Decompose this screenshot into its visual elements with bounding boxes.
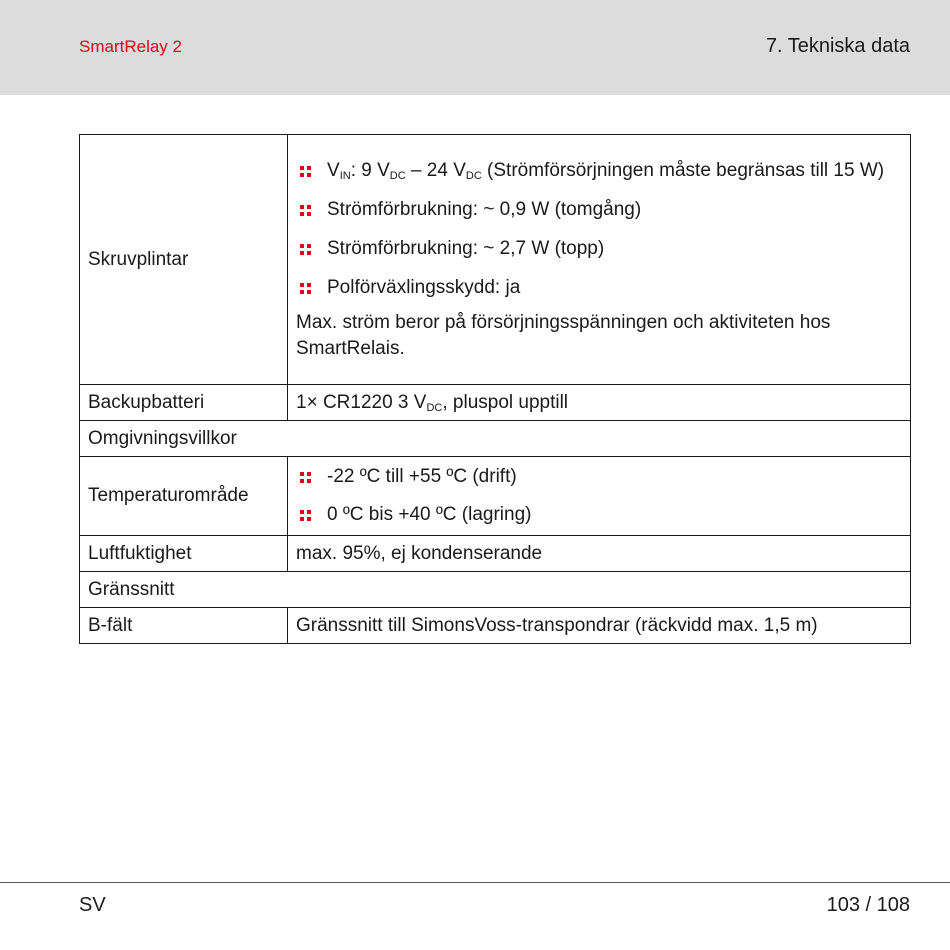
table-row [80, 536, 911, 572]
footer-language: SV [79, 894, 106, 916]
row-value-screw-terminals [288, 135, 911, 385]
row-label-bfield: B-fält [80, 608, 288, 644]
footer-divider [0, 882, 950, 883]
bullet-icon [300, 205, 311, 216]
bullet-icon [300, 166, 311, 177]
bullet-icon [300, 283, 311, 294]
list-item: Polförväxlingsskydd: ja [296, 275, 902, 301]
list-item: -22 ºC till +55 ºC (drift) [296, 464, 902, 490]
table-row [80, 421, 911, 457]
table-row [80, 385, 911, 421]
bullet-list [296, 158, 902, 301]
bullet-icon [300, 472, 311, 483]
bullet-icon [300, 244, 311, 255]
page-number: 103 / 108 [826, 894, 910, 916]
row-label-temperature: Temperaturområde [80, 457, 288, 536]
row-label-battery: Backupbatteri [80, 385, 288, 421]
table-row [80, 608, 911, 644]
brand-name: SmartRelay 2 [79, 37, 182, 56]
list-item: Strömförbrukning: ~ 0,9 W (tomgång) [296, 197, 902, 223]
section-ambient-conditions: Omgivningsvillkor [80, 421, 911, 457]
chapter-title: 7. Tekniska data [765, 35, 910, 57]
list-item: Strömförbrukning: ~ 2,7 W (topp) [296, 236, 902, 262]
table-row [80, 572, 911, 608]
list-item: $V_{IN}$: 9 $V_{DC} - 24$ $V_{DC}$ (Strömförsörjningen måste begränsas till 15 W) [296, 158, 902, 184]
spec-table [79, 134, 911, 644]
bullet-list [296, 464, 902, 528]
row-value-battery: 1× CR1220 3 $V_{DC}$, pluspol upptill [288, 385, 911, 421]
table-row [80, 457, 911, 536]
bullet-icon [300, 510, 311, 521]
row-value-temperature [288, 457, 911, 536]
section-interface: Gränssnitt [80, 572, 911, 608]
row-label-screw-terminals: Skruvplintar [80, 135, 288, 385]
row-label-humidity: Luftfuktighet [80, 536, 288, 572]
current-note: Max. ström beror på försörjningsspänningen och aktiviteten hos SmartRelais. [296, 311, 831, 359]
row-value-bfield: Gränssnitt till SimonsVoss-transpondrar (räckvidd max. 1,5 m) [288, 608, 911, 644]
page-header [0, 0, 950, 95]
row-value-humidity: max. 95%, ej kondenserande [288, 536, 911, 572]
table-row [80, 135, 911, 385]
list-item: 0 ºC bis +40 ºC (lagring) [296, 502, 902, 528]
